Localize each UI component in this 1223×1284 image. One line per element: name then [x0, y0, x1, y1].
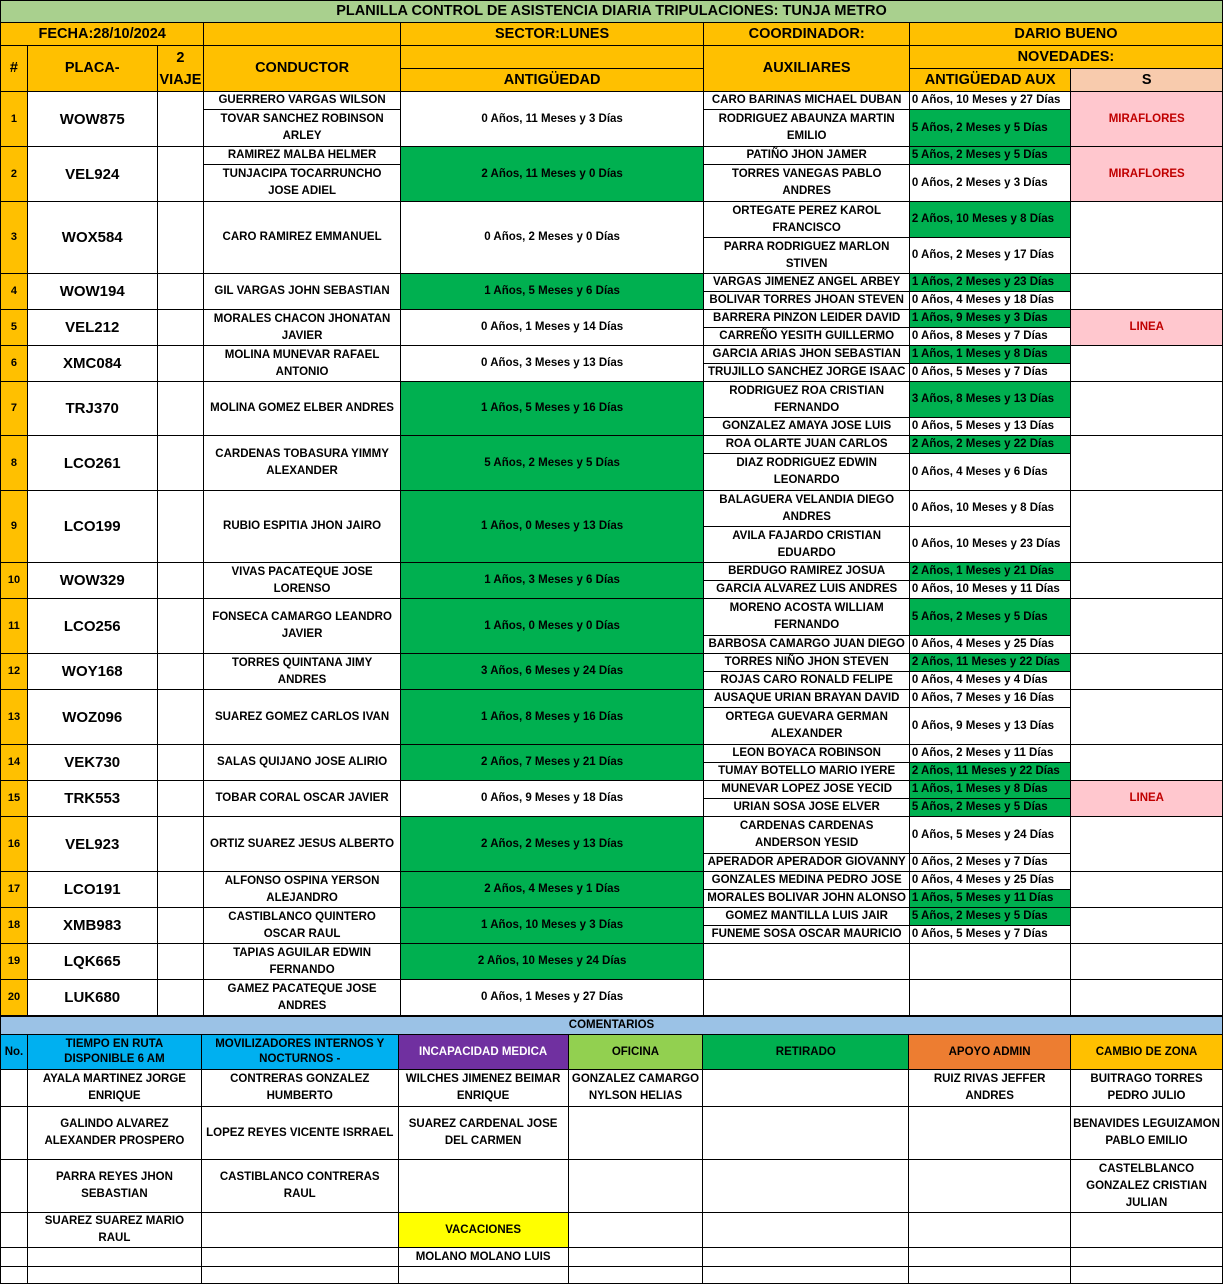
auxiliary-name: DIAZ RODRIGUEZ EDWIN LEONARDO	[704, 454, 909, 491]
driver-name: SALAS QUIJANO JOSE ALIRIO	[204, 745, 400, 781]
second-trip-cell	[157, 563, 204, 599]
driver-name: GUERRERO VARGAS WILSON	[204, 92, 400, 110]
plate-cell: VEK730	[27, 745, 157, 781]
vehicle-row	[1, 781, 1223, 799]
second-trip-cell	[157, 274, 204, 310]
auxiliary-name: APERADOR APERADOR GIOVANNY	[704, 854, 909, 872]
col-aux-header: AUXILIARES	[704, 46, 909, 92]
comment-cell: GONZALEZ CAMARGO NYLSON HELIAS	[568, 1070, 703, 1107]
auxiliary-seniority: 1 Años, 9 Meses y 3 Días	[909, 310, 1071, 328]
auxiliary-name: AUSAQUE URIAN BRAYAN DAVID	[704, 690, 909, 708]
comment-cell	[1071, 1213, 1223, 1248]
coordinator-name: DARIO BUENO	[909, 23, 1222, 46]
row-number: 13	[1, 690, 28, 745]
comment-cell	[703, 1213, 909, 1248]
plate-cell: LQK665	[27, 944, 157, 980]
comment-cell	[909, 1248, 1071, 1267]
comments-header-row	[1, 1035, 1223, 1070]
second-trip-cell	[157, 202, 204, 274]
vehicle-row	[1, 382, 1223, 418]
comment-cell	[568, 1160, 703, 1213]
comment-cell: WILCHES JIMENEZ BEIMAR ENRIQUE	[398, 1070, 568, 1107]
comment-cell	[1, 1070, 28, 1107]
novelty-cell: MIRAFLORES	[1071, 147, 1223, 202]
driver-name: VIVAS PACATEQUE JOSE LORENSO	[204, 563, 400, 599]
comment-cell	[1, 1267, 28, 1284]
row-number: 20	[1, 980, 28, 1016]
driver-name: TOBAR CORAL OSCAR JAVIER	[204, 781, 400, 817]
row-number: 5	[1, 310, 28, 346]
second-trip-cell	[157, 980, 204, 1016]
driver-seniority: 1 Años, 0 Meses y 13 Días	[400, 491, 704, 563]
row-number: 1	[1, 92, 28, 147]
auxiliary-name: GARCIA ALVAREZ LUIS ANDRES	[704, 581, 909, 599]
vehicle-row	[1, 745, 1223, 763]
novelty-cell	[1071, 202, 1223, 274]
row-number: 19	[1, 944, 28, 980]
comments-row	[1, 1267, 1223, 1284]
col-retired-header: RETIRADO	[703, 1035, 909, 1070]
comments-row	[1, 1248, 1223, 1267]
comment-cell	[1, 1248, 28, 1267]
auxiliary-seniority: 1 Años, 5 Meses y 11 Días	[909, 890, 1071, 908]
row-number: 4	[1, 274, 28, 310]
vehicle-row	[1, 690, 1223, 708]
auxiliary-seniority: 2 Años, 2 Meses y 22 Días	[909, 436, 1071, 454]
plate-cell: TRJ370	[27, 382, 157, 436]
comment-cell: PARRA REYES JHON SEBASTIAN	[27, 1160, 201, 1213]
driver-name: TAPIAS AGUILAR EDWIN FERNANDO	[204, 944, 400, 980]
vehicle-row	[1, 908, 1223, 926]
row-number: 3	[1, 202, 28, 274]
col-zone-change-header: CAMBIO DE ZONA	[1071, 1035, 1223, 1070]
driver-name: TORRES QUINTANA JIMY ANDRES	[204, 654, 400, 690]
plate-cell: XMB983	[27, 908, 157, 944]
auxiliary-seniority: 0 Años, 8 Meses y 7 Días	[909, 328, 1071, 346]
auxiliary-name: URIAN SOSA JOSE ELVER	[704, 799, 909, 817]
novedades-header: NOVEDADES:	[909, 46, 1222, 69]
novelty-cell	[1071, 599, 1223, 654]
comment-cell	[1071, 1267, 1223, 1284]
vehicle-row	[1, 274, 1223, 292]
row-number: 16	[1, 817, 28, 872]
driver-name: CASTIBLANCO QUINTERO OSCAR RAUL	[204, 908, 400, 944]
driver-name: FONSECA CAMARGO LEANDRO JAVIER	[204, 599, 400, 654]
comment-cell	[27, 1248, 201, 1267]
auxiliary-name: CARDENAS CARDENAS ANDERSON YESID	[704, 817, 909, 854]
comment-cell	[703, 1267, 909, 1284]
second-trip-cell	[157, 745, 204, 781]
second-trip-cell	[157, 382, 204, 436]
auxiliary-seniority: 5 Años, 2 Meses y 5 Días	[909, 110, 1071, 147]
auxiliary-seniority: 3 Años, 8 Meses y 13 Días	[909, 382, 1071, 418]
auxiliary-seniority: 2 Años, 10 Meses y 8 Días	[909, 202, 1071, 238]
novelty-cell	[1071, 817, 1223, 872]
auxiliary-name: PARRA RODRIGUEZ MARLON STIVEN	[704, 238, 909, 274]
second-trip-cell	[157, 147, 204, 202]
auxiliary-name: BARRERA PINZON LEIDER DAVID	[704, 310, 909, 328]
vehicle-row	[1, 980, 1223, 998]
novelty-cell	[1071, 745, 1223, 781]
sector-cell: SECTOR:LUNES	[400, 23, 704, 46]
comment-cell	[703, 1070, 909, 1107]
auxiliary-name: AVILA FAJARDO CRISTIAN EDUARDO	[704, 527, 909, 563]
auxiliary-seniority: 0 Años, 5 Meses y 24 Días	[909, 817, 1071, 854]
comment-cell	[568, 1248, 703, 1267]
auxiliary-name	[704, 944, 909, 980]
novelty-cell	[1071, 690, 1223, 745]
auxiliary-seniority: 0 Años, 5 Meses y 7 Días	[909, 926, 1071, 944]
comment-cell	[909, 1107, 1071, 1160]
comment-cell: SUAREZ CARDENAL JOSE DEL CARMEN	[398, 1107, 568, 1160]
plate-cell: WOZ096	[27, 690, 157, 745]
vehicle-row	[1, 599, 1223, 636]
col-seniority-header: ANTIGÜEDAD	[400, 69, 704, 92]
plate-cell: VEL212	[27, 310, 157, 346]
second-trip-cell	[157, 908, 204, 944]
auxiliary-seniority: 0 Años, 10 Meses y 11 Días	[909, 581, 1071, 599]
novelty-cell	[1071, 274, 1223, 310]
comment-cell: RUIZ RIVAS JEFFER ANDRES	[909, 1070, 1071, 1107]
auxiliary-name: FUNEME SOSA OSCAR MAURICIO	[704, 926, 909, 944]
comment-cell	[1, 1107, 28, 1160]
auxiliary-name: TRUJILLO SANCHEZ JORGE ISAAC	[704, 364, 909, 382]
auxiliary-seniority: 0 Años, 2 Meses y 3 Días	[909, 165, 1071, 202]
driver-seniority: 2 Años, 10 Meses y 24 Días	[400, 944, 704, 980]
auxiliary-name: BERDUGO RAMIREZ JOSUA	[704, 563, 909, 581]
row-number: 10	[1, 563, 28, 599]
auxiliary-seniority: 5 Años, 2 Meses y 5 Días	[909, 908, 1071, 926]
auxiliary-name: MORENO ACOSTA WILLIAM FERNANDO	[704, 599, 909, 636]
comment-cell	[201, 1248, 398, 1267]
driver-name: GAMEZ PACATEQUE JOSE ANDRES	[204, 980, 400, 1016]
auxiliary-seniority: 0 Años, 5 Meses y 13 Días	[909, 418, 1071, 436]
row-number: 11	[1, 599, 28, 654]
comment-cell	[909, 1213, 1071, 1248]
plate-cell: LCO256	[27, 599, 157, 654]
col-trip-header: 2 VIAJE	[157, 46, 204, 92]
novelty-cell	[1071, 436, 1223, 491]
auxiliary-name: VARGAS JIMENEZ ANGEL ARBEY	[704, 274, 909, 292]
novelty-cell	[1071, 346, 1223, 382]
auxiliary-name: BOLIVAR TORRES JHOAN STEVEN	[704, 292, 909, 310]
comment-cell: LOPEZ REYES VICENTE ISRRAEL	[201, 1107, 398, 1160]
auxiliary-name: GONZALES MEDINA PEDRO JOSE	[704, 872, 909, 890]
blank-header-cell	[204, 23, 400, 46]
novelty-cell	[1071, 563, 1223, 599]
auxiliary-seniority: 0 Años, 5 Meses y 7 Días	[909, 364, 1071, 382]
auxiliary-name: GARCIA ARIAS JHON SEBASTIAN	[704, 346, 909, 364]
row-number: 17	[1, 872, 28, 908]
second-trip-cell	[157, 599, 204, 654]
comment-cell	[909, 1160, 1071, 1213]
auxiliary-name	[704, 980, 909, 1016]
plate-cell: WOW194	[27, 274, 157, 310]
driver-seniority: 0 Años, 3 Meses y 13 Días	[400, 346, 704, 382]
driver-seniority: 0 Años, 2 Meses y 0 Días	[400, 202, 704, 274]
row-number: 18	[1, 908, 28, 944]
row-number: 15	[1, 781, 28, 817]
driver-seniority: 1 Años, 3 Meses y 6 Días	[400, 563, 704, 599]
vehicle-row	[1, 202, 1223, 238]
row-number: 7	[1, 382, 28, 436]
auxiliary-seniority: 0 Años, 4 Meses y 6 Días	[909, 454, 1071, 491]
vehicle-row	[1, 872, 1223, 890]
driver-name: ORTIZ SUAREZ JESUS ALBERTO	[204, 817, 400, 872]
plate-cell: LCO191	[27, 872, 157, 908]
driver-seniority: 2 Años, 11 Meses y 0 Días	[400, 147, 704, 202]
second-trip-cell	[157, 436, 204, 491]
comment-cell	[1, 1213, 28, 1248]
auxiliary-seniority: 0 Años, 2 Meses y 17 Días	[909, 238, 1071, 274]
vacaciones-header: VACACIONES	[398, 1213, 568, 1248]
comment-cell	[703, 1160, 909, 1213]
comment-cell: BUITRAGO TORRES PEDRO JULIO	[1071, 1070, 1223, 1107]
comment-cell: CASTELBLANCO GONZALEZ CRISTIAN JULIAN	[1071, 1160, 1223, 1213]
plate-cell: WOW875	[27, 92, 157, 147]
col-no-header: No.	[1, 1035, 28, 1070]
driver-name: CARO RAMIREZ EMMANUEL	[204, 202, 400, 274]
auxiliary-seniority: 1 Años, 2 Meses y 23 Días	[909, 274, 1071, 292]
vehicle-row	[1, 346, 1223, 364]
auxiliary-name: LEON BOYACA ROBINSON	[704, 745, 909, 763]
row-number: 9	[1, 491, 28, 563]
second-trip-cell	[157, 310, 204, 346]
vehicle-row	[1, 944, 1223, 962]
second-trip-cell	[157, 690, 204, 745]
plate-cell: VEL923	[27, 817, 157, 872]
plate-cell: XMC084	[27, 346, 157, 382]
col-aux-seniority-header: ANTIGÜEDAD AUX	[909, 69, 1071, 92]
comments-row	[1, 1160, 1223, 1213]
auxiliary-name: RODRIGUEZ ABAUNZA MARTIN EMILIO	[704, 110, 909, 147]
auxiliary-name: GOMEZ MANTILLA LUIS JAIR	[704, 908, 909, 926]
auxiliary-seniority: 2 Años, 11 Meses y 22 Días	[909, 763, 1071, 781]
novelty-cell	[1071, 382, 1223, 436]
comment-cell: AYALA MARTINEZ JORGE ENRIQUE	[27, 1070, 201, 1107]
row-number: 8	[1, 436, 28, 491]
novelty-cell	[1071, 872, 1223, 908]
driver-name: MOLINA GOMEZ ELBER ANDRES	[204, 382, 400, 436]
plate-cell: VEL924	[27, 147, 157, 202]
driver-seniority: 1 Años, 0 Meses y 0 Días	[400, 599, 704, 654]
comment-cell	[703, 1248, 909, 1267]
novelty-cell: LINEA	[1071, 310, 1223, 346]
comment-cell: CASTIBLANCO CONTRERAS RAUL	[201, 1160, 398, 1213]
auxiliary-seniority: 5 Años, 2 Meses y 5 Días	[909, 799, 1071, 817]
row-number: 14	[1, 745, 28, 781]
auxiliary-seniority: 2 Años, 11 Meses y 22 Días	[909, 654, 1071, 672]
plate-cell: LCO199	[27, 491, 157, 563]
driver-seniority: 1 Años, 5 Meses y 16 Días	[400, 382, 704, 436]
auxiliary-name: MUNEVAR LOPEZ JOSE YECID	[704, 781, 909, 799]
col-num-header: #	[1, 46, 28, 92]
auxiliary-name: TORRES VANEGAS PABLO ANDRES	[704, 165, 909, 202]
driver-seniority: 3 Años, 6 Meses y 24 Días	[400, 654, 704, 690]
driver-seniority: 1 Años, 8 Meses y 16 Días	[400, 690, 704, 745]
driver-seniority: 2 Años, 4 Meses y 1 Días	[400, 872, 704, 908]
second-trip-cell	[157, 491, 204, 563]
auxiliary-seniority: 0 Años, 4 Meses y 25 Días	[909, 872, 1071, 890]
auxiliary-name: RODRIGUEZ ROA CRISTIAN FERNANDO	[704, 382, 909, 418]
driver-name: RUBIO ESPITIA JHON JAIRO	[204, 491, 400, 563]
second-trip-cell	[157, 944, 204, 980]
novelty-cell	[1071, 944, 1223, 980]
novelty-cell: LINEA	[1071, 781, 1223, 817]
col-admin-support-header: APOYO ADMIN	[909, 1035, 1071, 1070]
auxiliary-seniority: 0 Años, 10 Meses y 8 Días	[909, 491, 1071, 527]
vehicle-row	[1, 817, 1223, 854]
sheet-title: PLANILLA CONTROL DE ASISTENCIA DIARIA TRIPULACIONES: TUNJA METRO	[1, 1, 1223, 23]
row-number: 12	[1, 654, 28, 690]
auxiliary-name: ORTEGATE PEREZ KAROL FRANCISCO	[704, 202, 909, 238]
comment-cell: CONTRERAS GONZALEZ HUMBERTO	[201, 1070, 398, 1107]
col-driver-header: CONDUCTOR	[204, 46, 400, 92]
auxiliary-seniority: 0 Años, 4 Meses y 25 Días	[909, 636, 1071, 654]
vehicle-row	[1, 654, 1223, 672]
auxiliary-name: TORRES NIÑO JHON STEVEN	[704, 654, 909, 672]
auxiliary-seniority	[909, 980, 1071, 1016]
driver-seniority: 1 Años, 10 Meses y 3 Días	[400, 908, 704, 944]
auxiliary-seniority: 2 Años, 1 Meses y 21 Días	[909, 563, 1071, 581]
novelty-cell	[1071, 908, 1223, 944]
driver-seniority: 2 Años, 2 Meses y 13 Días	[400, 817, 704, 872]
comment-cell: SUAREZ SUAREZ MARIO RAUL	[27, 1213, 201, 1248]
vehicle-row	[1, 563, 1223, 581]
comment-cell	[1071, 1248, 1223, 1267]
auxiliary-seniority: 1 Años, 1 Meses y 8 Días	[909, 346, 1071, 364]
auxiliary-name: PATIÑO JHON JAMER	[704, 147, 909, 165]
comment-cell	[568, 1213, 703, 1248]
auxiliary-seniority: 0 Años, 9 Meses y 13 Días	[909, 708, 1071, 745]
driver-seniority: 0 Años, 1 Meses y 27 Días	[400, 980, 704, 1016]
auxiliary-seniority: 5 Años, 2 Meses y 5 Días	[909, 147, 1071, 165]
novelty-cell	[1071, 491, 1223, 563]
col-plate-header: PLACA-	[27, 46, 157, 92]
auxiliary-seniority: 0 Años, 10 Meses y 23 Días	[909, 527, 1071, 563]
comment-cell	[703, 1107, 909, 1160]
driver-name: TOVAR SANCHEZ ROBINSON ARLEY	[204, 110, 400, 147]
auxiliary-seniority: 0 Años, 10 Meses y 27 Días	[909, 92, 1071, 110]
driver-seniority: 1 Años, 5 Meses y 6 Días	[400, 274, 704, 310]
coordinator-label: COORDINADOR:	[704, 23, 909, 46]
plate-cell: WOY168	[27, 654, 157, 690]
driver-seniority: 5 Años, 2 Meses y 5 Días	[400, 436, 704, 491]
plate-cell: TRK553	[27, 781, 157, 817]
driver-name: SUAREZ GOMEZ CARLOS IVAN	[204, 690, 400, 745]
comment-cell	[398, 1160, 568, 1213]
auxiliary-name: ORTEGA GUEVARA GERMAN ALEXANDER	[704, 708, 909, 745]
driver-name: GIL VARGAS JOHN SEBASTIAN	[204, 274, 400, 310]
col-route-time-header: TIEMPO EN RUTA DISPONIBLE 6 AM	[27, 1035, 201, 1070]
auxiliary-name: CARREÑO YESITH GUILLERMO	[704, 328, 909, 346]
auxiliary-seniority: 5 Años, 2 Meses y 5 Días	[909, 599, 1071, 636]
driver-seniority: 0 Años, 9 Meses y 18 Días	[400, 781, 704, 817]
driver-name: MORALES CHACON JHONATAN JAVIER	[204, 310, 400, 346]
plate-cell: WOW329	[27, 563, 157, 599]
novelty-cell	[1071, 980, 1223, 1016]
plate-cell: LUK680	[27, 980, 157, 1016]
second-trip-cell	[157, 654, 204, 690]
comment-cell	[398, 1267, 568, 1284]
comment-cell: BENAVIDES LEGUIZAMON PABLO EMILIO	[1071, 1107, 1223, 1160]
comment-cell	[1, 1160, 28, 1213]
col-internal-movers-header: MOVILIZADORES INTERNOS Y NOCTURNOS -	[201, 1035, 398, 1070]
auxiliary-seniority: 1 Años, 1 Meses y 8 Días	[909, 781, 1071, 799]
comment-cell: MOLANO MOLANO LUIS	[398, 1248, 568, 1267]
second-trip-cell	[157, 92, 204, 147]
comment-cell: GALINDO ALVAREZ ALEXANDER PROSPERO	[27, 1107, 201, 1160]
vehicle-row	[1, 147, 1223, 165]
comment-cell	[27, 1267, 201, 1284]
col-office-header: OFICINA	[568, 1035, 703, 1070]
second-trip-cell	[157, 817, 204, 872]
auxiliary-name: BARBOSA CAMARGO JUAN DIEGO	[704, 636, 909, 654]
comment-cell	[909, 1267, 1071, 1284]
auxiliary-seniority: 0 Años, 4 Meses y 18 Días	[909, 292, 1071, 310]
comment-cell	[568, 1267, 703, 1284]
auxiliary-name: ROJAS CARO RONALD FELIPE	[704, 672, 909, 690]
driver-name: MOLINA MUNEVAR RAFAEL ANTONIO	[204, 346, 400, 382]
auxiliary-name: GONZALEZ AMAYA JOSE LUIS	[704, 418, 909, 436]
comment-cell	[201, 1267, 398, 1284]
comment-cell	[568, 1107, 703, 1160]
comments-row	[1, 1107, 1223, 1160]
driver-name: TUNJACIPA TOCARRUNCHO JOSE ADIEL	[204, 165, 400, 202]
auxiliary-seniority	[909, 944, 1071, 980]
auxiliary-seniority: 0 Años, 2 Meses y 11 Días	[909, 745, 1071, 763]
driver-seniority: 2 Años, 7 Meses y 21 Días	[400, 745, 704, 781]
blank-header-cell	[400, 46, 704, 69]
vehicle-row	[1, 491, 1223, 527]
driver-name: ALFONSO OSPINA YERSON ALEJANDRO	[204, 872, 400, 908]
driver-name: CARDENAS TOBASURA YIMMY ALEXANDER	[204, 436, 400, 491]
auxiliary-name: ROA OLARTE JUAN CARLOS	[704, 436, 909, 454]
vehicle-row	[1, 310, 1223, 328]
comment-cell	[201, 1213, 398, 1248]
auxiliary-name: CARO BARINAS MICHAEL DUBAN	[704, 92, 909, 110]
driver-seniority: 0 Años, 1 Meses y 14 Días	[400, 310, 704, 346]
driver-name: RAMIREZ MALBA HELMER	[204, 147, 400, 165]
vehicle-row	[1, 436, 1223, 454]
plate-cell: LCO261	[27, 436, 157, 491]
row-number: 6	[1, 346, 28, 382]
novelty-cell	[1071, 654, 1223, 690]
auxiliary-seniority: 0 Años, 7 Meses y 16 Días	[909, 690, 1071, 708]
auxiliary-name: MORALES BOLIVAR JOHN ALONSO	[704, 890, 909, 908]
driver-seniority: 0 Años, 11 Meses y 3 Días	[400, 92, 704, 147]
auxiliary-seniority: 0 Años, 4 Meses y 4 Días	[909, 672, 1071, 690]
novelty-cell: MIRAFLORES	[1071, 92, 1223, 147]
auxiliary-seniority: 0 Años, 2 Meses y 7 Días	[909, 854, 1071, 872]
comments-row	[1, 1070, 1223, 1107]
row-number: 2	[1, 147, 28, 202]
comments-title: COMENTARIOS	[1, 1017, 1223, 1035]
second-trip-cell	[157, 346, 204, 382]
second-trip-cell	[157, 781, 204, 817]
comments-row	[1, 1213, 1223, 1248]
col-s-header: S	[1071, 69, 1223, 92]
vehicle-row	[1, 92, 1223, 110]
second-trip-cell	[157, 872, 204, 908]
col-medical-leave-header: INCAPACIDAD MEDICA	[398, 1035, 568, 1070]
auxiliary-name: TUMAY BOTELLO MARIO IYERE	[704, 763, 909, 781]
date-cell: FECHA:28/10/2024	[1, 23, 204, 46]
auxiliary-name: BALAGUERA VELANDIA DIEGO ANDRES	[704, 491, 909, 527]
plate-cell: WOX584	[27, 202, 157, 274]
